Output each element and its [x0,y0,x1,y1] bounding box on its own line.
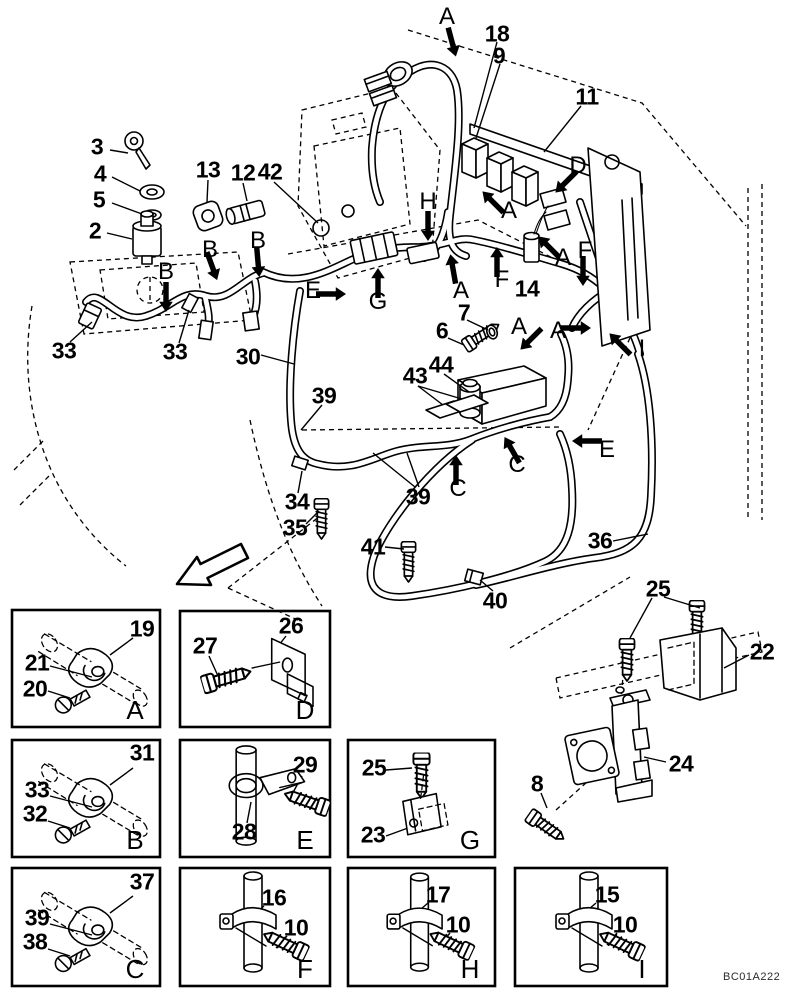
direction-arrow [572,434,602,448]
detail-label-20: 20 [22,675,48,702]
detail-label-21: 21 [24,649,50,676]
detail-label-10: 10 [283,914,309,941]
callout-number-5: 5 [92,186,106,213]
callout-number-33: 33 [51,337,77,364]
callout-number-25: 25 [645,575,671,602]
callout-number-39: 39 [311,382,337,409]
bracket-details [564,628,736,802]
fuse-rail-and-relays [462,124,650,346]
detail-box-letter-G: G [459,825,481,855]
callout-number-42: 42 [257,158,283,185]
callout-letter-B: B [157,258,175,285]
callout-number-35: 35 [282,514,308,541]
detail-box-letter-I: I [638,954,646,984]
callout-number-33: 33 [162,338,188,365]
detail-label-10: 10 [612,911,638,938]
big-direction-arrow [177,544,248,585]
detail-label-33: 33 [24,776,50,803]
callout-number-7: 7 [457,299,471,326]
callout-letter-C: C [508,451,526,478]
detail-label-10: 10 [445,911,471,938]
detail-boxes-layer [12,610,667,986]
detail-label-16: 16 [261,884,287,911]
detail-label-17: 17 [425,881,451,908]
callout-letter-A: A [549,317,567,344]
detail-box-letter-E: E [296,825,314,855]
callout-number-2: 2 [88,217,102,244]
callout-letter-H: H [419,188,437,215]
callout-letter-A: A [452,277,470,304]
detail-label-32: 32 [22,800,48,827]
detail-label-26: 26 [278,612,304,639]
detail-label-19: 19 [129,615,155,642]
detail-box-letter-C: C [125,954,145,984]
detail-label-29: 29 [292,751,318,778]
callout-number-36: 36 [587,527,613,554]
callout-letter-A: A [554,244,572,271]
leader-lines [48,42,749,956]
callout-number-12: 12 [230,159,256,186]
bolt-clip-sketch [403,753,448,835]
detail-box-letter-B: B [126,825,144,855]
callout-number-44: 44 [428,351,454,378]
detail-box-letter-A: A [126,695,144,725]
detail-label-25: 25 [361,754,387,781]
direction-arrow [159,282,173,312]
detail-label-28: 28 [231,818,257,845]
callout-letter-A: A [510,313,528,340]
callout-number-39: 39 [405,483,431,510]
callout-number-30: 30 [235,343,261,370]
callout-letter-I: I [638,335,646,362]
callout-number-40: 40 [482,587,508,614]
detail-label-37: 37 [129,868,155,895]
drawing-code: BC01A222 [723,971,781,983]
callout-number-13: 13 [195,156,221,183]
detail-label-38: 38 [22,928,48,955]
detail-label-39: 39 [24,904,50,931]
callout-number-43: 43 [402,362,428,389]
callout-number-8: 8 [530,770,544,797]
callout-letter-B: B [249,227,267,254]
callout-number-14: 14 [514,275,540,302]
detail-label-27: 27 [192,632,218,659]
detail-label-31: 31 [129,739,155,766]
callout-number-4: 4 [93,160,107,187]
detail-label-15: 15 [594,881,620,908]
detail-label-23: 23 [360,821,386,848]
callout-letter-A: A [438,3,456,30]
callout-number-18: 18 [484,20,510,47]
callout-number-3: 3 [90,133,104,160]
callout-letter-G: G [368,288,388,315]
callout-letter-E: E [598,436,616,463]
callout-number-11: 11 [575,83,599,110]
callout-letter-E: E [304,277,322,304]
callout-letter-C: C [449,475,467,502]
detail-box-letter-F: F [297,954,313,984]
callout-number-34: 34 [284,488,310,515]
callout-number-9: 9 [492,42,506,69]
callout-number-6: 6 [435,317,449,344]
callout-number-24: 24 [668,750,694,777]
callout-letter-F: F [494,266,510,293]
detail-box-letter-H: H [460,954,480,984]
detail-box-letter-D: D [295,695,315,725]
callout-letter-B: B [201,236,219,263]
callout-letter-A: A [500,197,518,224]
callout-number-22: 22 [749,638,775,665]
callout-letter-F: F [577,237,593,264]
callout-letter-D: D [569,152,587,179]
direction-arrow [421,211,435,241]
callout-number-41: 41 [360,533,386,560]
